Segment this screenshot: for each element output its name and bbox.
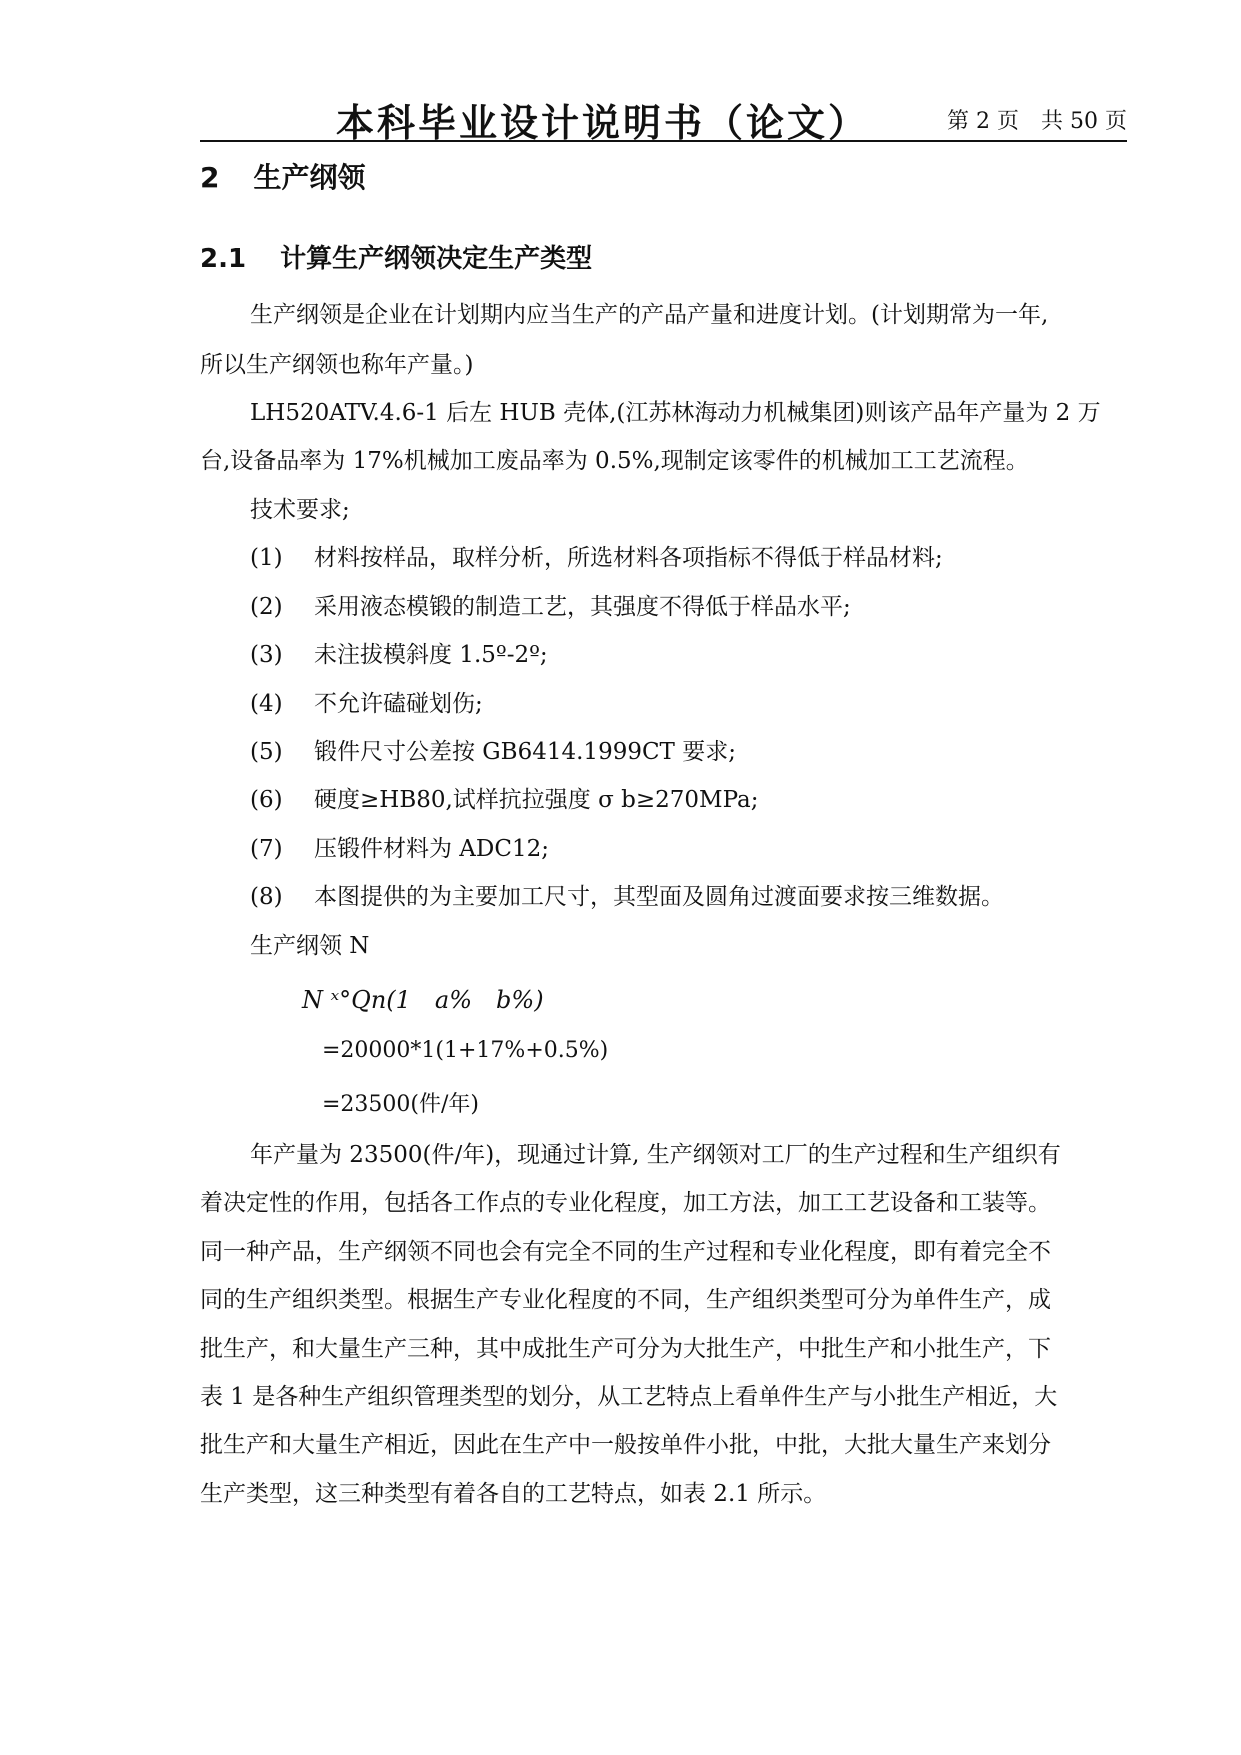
list-item: (8) 本图提供的为主要加工尺寸，其型面及圆角过渡面要求按三维数据。 [250, 884, 1004, 910]
section-heading [200, 156, 366, 196]
calculation-step: =20000*1(1+17%+0.5%) [322, 1038, 609, 1063]
section-number: 2 [200, 161, 220, 194]
subsection-title: 计算生产纲领决定生产类型 [280, 244, 593, 274]
list-item: (5) 锻件尺寸公差按 GB6414.1999CT 要求; [250, 739, 736, 765]
list-item: (3) 未注拔模斜度 1.5º-2º; [250, 642, 548, 668]
list-item: (6) 硬度≥HB80,试样抗拉强度 σ b≥270MPa; [250, 787, 759, 813]
paragraph-line: 生产类型，这三种类型有着各自的工艺特点，如表 2.1 所示。 [200, 1481, 827, 1507]
paragraph-line: 所以生产纲领也称年产量。) [200, 352, 474, 378]
list-item: (7) 压锻件材料为 ADC12; [250, 836, 549, 862]
paragraph-line: 年产量为 23500(件/年)，现通过计算, 生产纲领对工厂的生产过程和生产组织有 [250, 1142, 1061, 1168]
list-item: (2) 采用液态模锻的制造工艺，其强度不得低于样品水平; [250, 594, 851, 620]
paragraph-line: 批生产，和大量生产三种，其中成批生产可分为大批生产，中批生产和小批生产，下 [200, 1336, 1051, 1362]
calculation-result: =23500(件/年) [322, 1092, 479, 1117]
production-formula: N ˣ°Qn(1 a% b%) [302, 986, 544, 1014]
page-number: 第 2 页 共 50 页 [947, 109, 1127, 134]
paragraph-line: 同的生产组织类型。根据生产专业化程度的不同，生产组织类型可分为单件生产，成 [200, 1287, 1051, 1313]
paragraph-line: 批生产和大量生产相近，因此在生产中一般按单件小批，中批，大批大量生产来划分 [200, 1432, 1051, 1458]
production-label: 生产纲领 N [250, 933, 370, 959]
subsection-number: 2.1 [200, 244, 247, 274]
paragraph-line: 表 1 是各种生产组织管理类型的划分，从工艺特点上看单件生产与小批生产相近，大 [200, 1384, 1058, 1410]
document-title: 本科毕业设计说明书（论文） [336, 101, 870, 145]
paragraph-line: 同一种产品，生产纲领不同也会有完全不同的生产过程和专业化程度，即有着完全不 [200, 1239, 1051, 1265]
paragraph-line: 着决定性的作用，包括各工作点的专业化程度，加工方法，加工工艺设备和工装等。 [200, 1190, 1051, 1216]
paragraph-line: 台,设备品率为 17%机械加工废品率为 0.5%,现制定该零件的机械加工工艺流程。 [200, 448, 1029, 474]
section-title: 生产纲领 [253, 161, 366, 194]
list-item: (4) 不允许磕碰划伤; [250, 691, 483, 717]
list-item: (1) 材料按样品，取样分析，所选材料各项指标不得低于样品材料; [250, 545, 943, 571]
header-divider [200, 140, 1127, 142]
subsection-heading [200, 238, 592, 275]
paragraph-line: LH520ATV.4.6-1 后左 HUB 壳体,(江苏林海动力机械集团)则该产品年产量为 2 万 [250, 400, 1101, 426]
tech-requirements-label: 技术要求; [250, 497, 350, 523]
paragraph-line: 生产纲领是企业在计划期内应当生产的产品产量和进度计划。(计划期常为一年, [250, 302, 1049, 328]
